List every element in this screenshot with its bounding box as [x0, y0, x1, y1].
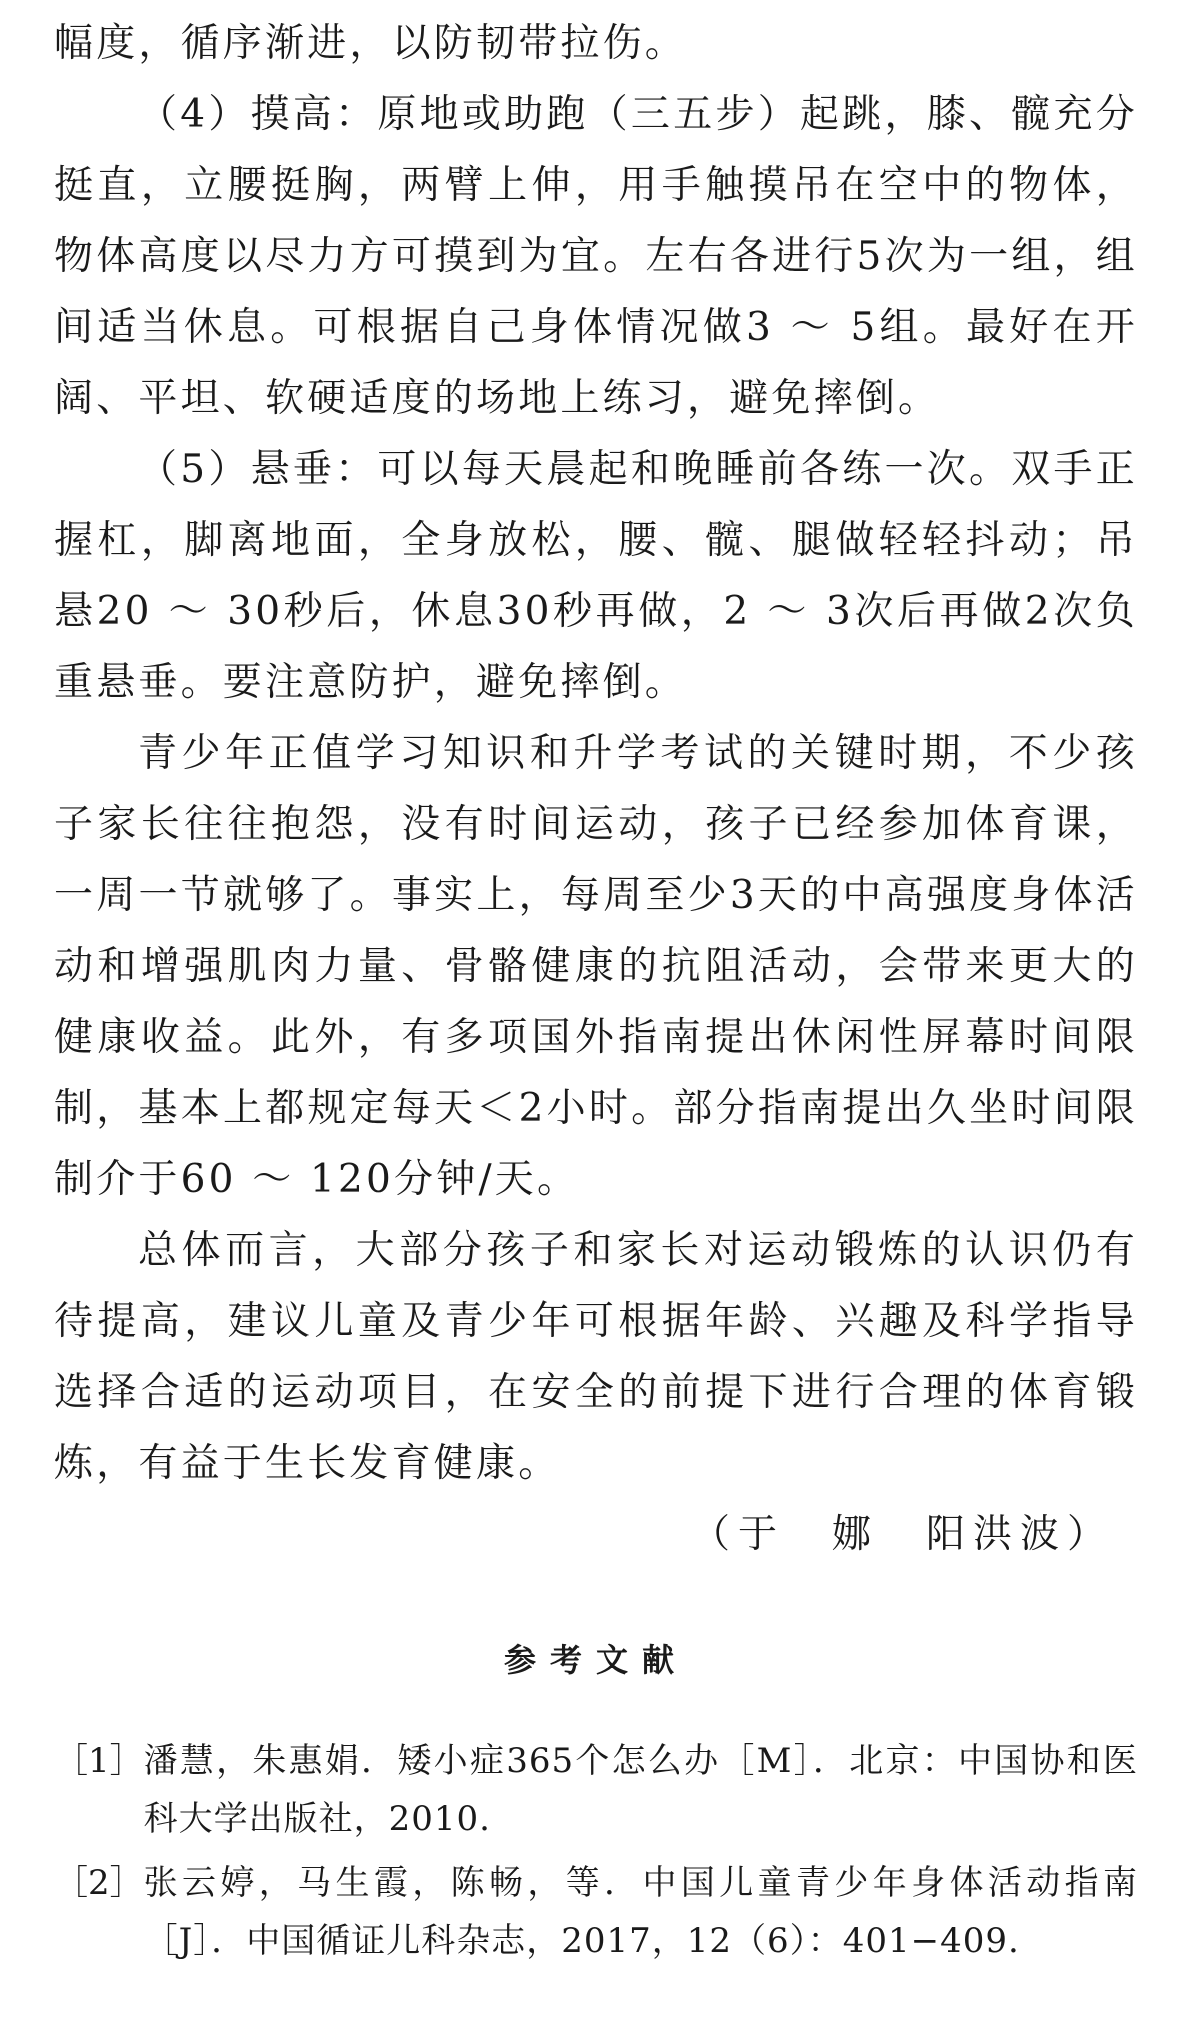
- paragraph-continuation: 幅度，循序渐进，以防韧带拉伤。: [54, 21, 688, 66]
- reference-list: [54, 1732, 1138, 1970]
- references-heading: 参考文献: [503, 1641, 688, 1679]
- reference-number: ［1］: [54, 1741, 144, 1781]
- reference-item: [54, 1732, 1138, 1848]
- reference-item: [54, 1854, 1138, 1970]
- paragraph-jump-touch: （4）摸高：原地或助跑（三五步）起跳，膝、髋充分挺直，立腰挺胸，两臂上伸，用手触摸吊在空中的物体，物体高度以尽力方可摸到为宜。左右各进行5次为一组，组间适当休息。可根据自己身体情况做3 ～ 5组。最好在开阔、平坦、软硬适度的场地上练习，避免摔倒。: [54, 92, 1138, 421]
- paragraph-conclusion: 总体而言，大部分孩子和家长对运动锻炼的认识仍有待提高，建议儿童及青少年可根据年龄、兴趣及科学指导选择合适的运动项目，在安全的前提下进行合理的体育锻炼，有益于生长发育健康。: [54, 1228, 1138, 1486]
- reference-number: ［2］: [54, 1863, 144, 1903]
- reference-text: 张云婷，马生霞，陈畅，等．中国儿童青少年身体活动指南［J］．中国循证儿科杂志，2017，12（6）：401−409.: [143, 1863, 1138, 1961]
- paragraph-hanging: （5）悬垂：可以每天晨起和晚睡前各练一次。双手正握杠，脚离地面，全身放松，腰、髋、腿做轻轻抖动；吊悬20 ～ 30秒后，休息30秒再做，2 ～ 3次后再做2次负重悬垂。要注意防护，避免摔倒。: [54, 447, 1138, 705]
- reference-text: 潘慧，朱惠娟．矮小症365个怎么办［M］．北京：中国协和医科大学出版社，2010.: [143, 1741, 1138, 1839]
- paragraph-teen-exercise: 青少年正值学习知识和升学考试的关键时期，不少孩子家长往往抱怨，没有时间运动，孩子已经参加体育课，一周一节就够了。事实上，每周至少3天的中高强度身体活动和增强肌肉力量、骨骼健康的抗阻活动，会带来更大的健康收益。此外，有多项国外指南提出休闲性屏幕时间限制，基本上都规定每天＜2小时。部分指南提出久坐时间限制介于60 ～ 120分钟/天。: [54, 731, 1138, 1202]
- author-signature: （于 娜 阳洪波）: [690, 1512, 1114, 1557]
